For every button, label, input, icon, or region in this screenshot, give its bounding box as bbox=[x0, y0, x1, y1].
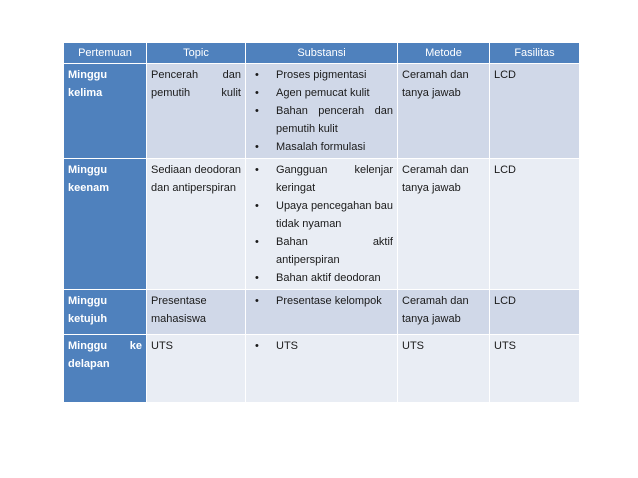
list-item: • Upaya pencegahan bau tidak nyaman bbox=[250, 197, 393, 233]
topic-cell: Pencerah dan pemutih kulit bbox=[147, 64, 246, 159]
list-item: • Gangguan kelenjar keringat bbox=[250, 161, 393, 197]
schedule-table bbox=[63, 42, 580, 403]
metode-cell: Ceramah dan tanya jawab bbox=[398, 159, 490, 290]
list-item: • Bahan aktif antiperspiran bbox=[250, 233, 393, 269]
header-pertemuan: Pertemuan bbox=[64, 43, 147, 64]
topic-cell: Presentase mahasiswa bbox=[147, 290, 246, 335]
fasilitas-cell: LCD bbox=[490, 159, 580, 290]
list-item: • Masalah formulasi bbox=[250, 138, 393, 156]
header-metode: Metode bbox=[398, 43, 490, 64]
header-substansi: Substansi bbox=[246, 43, 398, 64]
pertemuan-cell: Minggu keenam bbox=[64, 159, 147, 290]
list-item: • Proses pigmentasi bbox=[250, 66, 393, 84]
table-row bbox=[64, 335, 580, 403]
header-topic: Topic bbox=[147, 43, 246, 64]
substansi-list bbox=[250, 292, 393, 310]
topic-cell: Sediaan deodoran dan antiperspiran bbox=[147, 159, 246, 290]
list-item: • UTS bbox=[250, 337, 393, 355]
substansi-cell bbox=[246, 335, 398, 403]
table-row bbox=[64, 64, 580, 159]
fasilitas-cell: UTS bbox=[490, 335, 580, 403]
topic-cell: UTS bbox=[147, 335, 246, 403]
list-item: • Bahan aktif deodoran bbox=[250, 269, 393, 287]
list-item: • Presentase kelompok bbox=[250, 292, 393, 310]
list-item: • Agen pemucat kulit bbox=[250, 84, 393, 102]
substansi-cell bbox=[246, 159, 398, 290]
metode-cell: Ceramah dan tanya jawab bbox=[398, 290, 490, 335]
list-item: • Bahan pencerah dan pemutih kulit bbox=[250, 102, 393, 138]
substansi-list bbox=[250, 66, 393, 156]
table-row bbox=[64, 290, 580, 335]
header-row bbox=[64, 43, 580, 64]
substansi-cell bbox=[246, 290, 398, 335]
fasilitas-cell: LCD bbox=[490, 64, 580, 159]
pertemuan-cell: Minggu ke delapan bbox=[64, 335, 147, 403]
pertemuan-cell: Minggu kelima bbox=[64, 64, 147, 159]
substansi-list bbox=[250, 161, 393, 287]
fasilitas-cell: LCD bbox=[490, 290, 580, 335]
metode-cell: UTS bbox=[398, 335, 490, 403]
table-row bbox=[64, 159, 580, 290]
metode-cell: Ceramah dan tanya jawab bbox=[398, 64, 490, 159]
pertemuan-cell: Minggu ketujuh bbox=[64, 290, 147, 335]
substansi-list bbox=[250, 337, 393, 355]
header-fasilitas: Fasilitas bbox=[490, 43, 580, 64]
substansi-cell bbox=[246, 64, 398, 159]
